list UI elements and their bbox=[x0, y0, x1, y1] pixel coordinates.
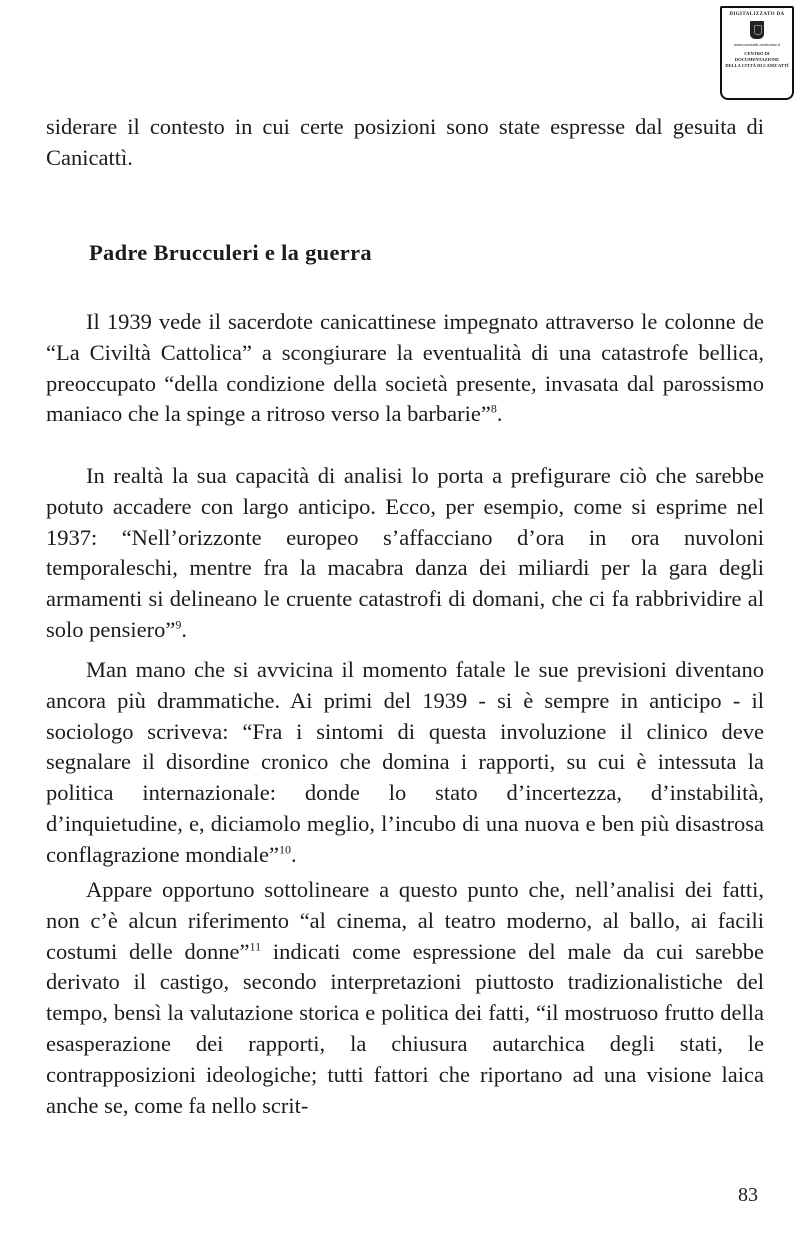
intro-paragraph: siderare il contesto in cui certe posizioni sono state espresse dal gesuita di Canicattì. bbox=[46, 114, 764, 170]
paragraph-3: Man mano che si avvicina il momento fatale le sue previsioni diventano ancora più drammatiche. Ai primi del 1939 - si è sempre in anticipo - il sociologo scriveva: “Fra i sintomi di questa involuzione il clinico deve segnalare il disordine cronico che domina i rapporti, su cui è intessuta la politica internazionale: donde lo stato d’incertezza, d’instabilità, d’inquietudine, e, diciamolo meglio, l’incubo di una nuova e ben più disastrosa conflagrazione mondiale”$^{10}$. bbox=[46, 657, 764, 867]
stamp-url: www.canicatti-centrodoc.it bbox=[733, 42, 781, 47]
footnote-ref-10: 10 bbox=[279, 842, 292, 857]
stamp-line-2: DELLA CITTÀ DI CANICATTÌ bbox=[725, 63, 789, 68]
paragraph-1: Il 1939 vede il sacerdote canicattinese impegnato attraverso le colonne de “La Civiltà Cattolica” a scongiurare la eventualità di una catastrofe bellica, preoccupato “della condizione della società presente, invasata dal parossismo maniaco che la spinge a ritroso verso la barbarie”$^8$. bbox=[46, 309, 764, 427]
section-heading: Padre Brucculeri e la guerra bbox=[89, 240, 372, 265]
paragraph-2: In realtà la sua capacità di analisi lo porta a prefigurare ciò che sarebbe potuto accadere con largo anticipo. Ecco, per esempio, come si esprime nel 1937: “Nell’orizzonte europeo s’affacciano d’ora in ora nuvoloni temporaleschi, mentre fra la macabra danza dei miliardi per la gara degli armamenti si delineano le cruente catastrofi di domani, che ci fa rabbrividire al solo pensiero”$^9$. bbox=[46, 463, 764, 642]
footnote-ref-8: 8 bbox=[490, 401, 497, 416]
footnote-ref-9: 9 bbox=[175, 617, 182, 632]
stamp-line-1: CENTRO DI DOCUMENTAZIONE bbox=[734, 51, 780, 62]
footnote-ref-11: 11 bbox=[249, 939, 262, 954]
coat-of-arms-icon bbox=[750, 21, 764, 39]
page-number: 83 bbox=[738, 1184, 758, 1206]
digitization-stamp bbox=[720, 6, 794, 100]
paragraph-4: Appare opportuno sottolineare a questo punto che, nell’analisi dei fatti, non c’è alcun riferimento “al cinema, al teatro moderno, al ballo, ai facili costumi delle donne”$^{11}$ indicati come espressione del male da cui sarebbe derivato il castigo, secondo interpretazioni piuttosto tradizionalistiche del tempo, bensì la valutazione storica e politica dei fatti, “il mostruoso frutto della esasperazione dei rapporti, la chiusura autarchica degli stati, le contrapposizioni ideologiche; tutti fattori che riportano ad una visione laica anche se, come fa nello scrit- bbox=[46, 877, 764, 1118]
stamp-header: DIGITALIZZATO DA bbox=[729, 12, 785, 17]
